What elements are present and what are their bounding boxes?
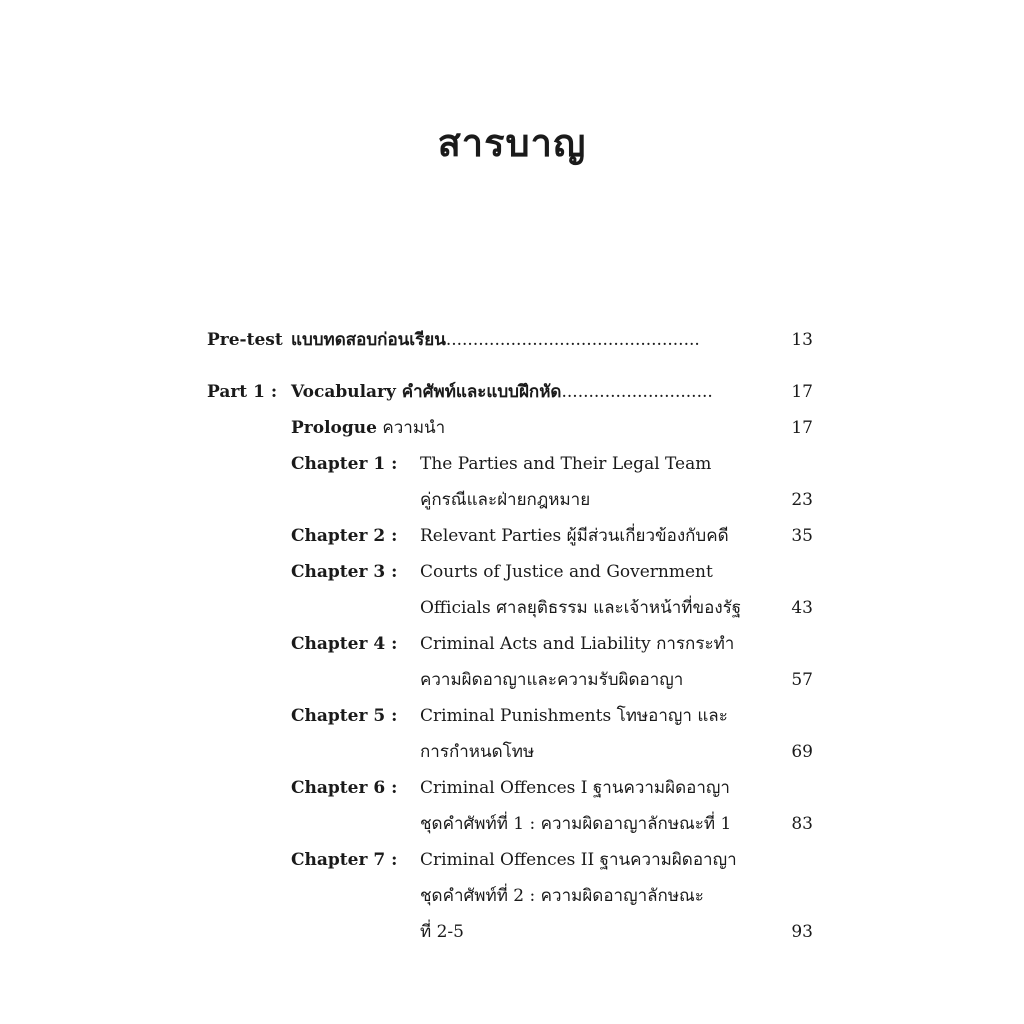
toc-row-prologue xyxy=(207,410,819,446)
chapter-title: Criminal Offences I ฐานความผิดอาญา xyxy=(420,778,730,798)
leader-dots: ............................ xyxy=(561,382,713,402)
chapter-title: Relevant Parties ผู้มีส่วนเกี่ยวข้องกับคดี xyxy=(420,526,729,546)
toc-row-pretest xyxy=(207,322,819,358)
chapter-label: Chapter 4 : xyxy=(291,634,398,654)
toc-row-chapter-5-cont xyxy=(207,734,819,770)
toc-row-chapter-7-cont2 xyxy=(207,914,819,950)
chapter-title-cont: ความผิดอาญาและความรับผิดอาญา xyxy=(420,670,684,690)
toc-row-chapter-3-cont xyxy=(207,590,819,626)
page-number: 83 xyxy=(791,814,813,834)
chapter-title-cont: ที่ 2-5 xyxy=(420,922,464,942)
pretest-label: Pre-test xyxy=(207,330,283,350)
prologue-label: Prologue xyxy=(291,418,377,438)
page-title: สารบาญ xyxy=(437,121,587,165)
prologue-title: ความนำ xyxy=(382,418,446,438)
page-number: 57 xyxy=(791,670,813,690)
chapter-title: Criminal Punishments โทษอาญา และ xyxy=(420,706,728,726)
chapter-label: Chapter 2 : xyxy=(291,526,398,546)
chapter-label: Chapter 3 : xyxy=(291,562,398,582)
toc-row-chapter-2 xyxy=(207,518,819,554)
page-number: 13 xyxy=(791,330,813,350)
toc-row-part1 xyxy=(207,374,819,410)
chapter-label: Chapter 6 : xyxy=(291,778,398,798)
toc-row-chapter-1 xyxy=(207,446,819,482)
toc-row-chapter-4-cont xyxy=(207,662,819,698)
page-number: 69 xyxy=(791,742,813,762)
page-number: 17 xyxy=(791,382,813,402)
toc-row-chapter-4 xyxy=(207,626,819,662)
table-of-contents xyxy=(207,322,819,950)
toc-row-chapter-5 xyxy=(207,698,819,734)
page-number: 93 xyxy=(791,922,813,942)
page-number: 17 xyxy=(791,418,813,438)
part-label: Part 1 : xyxy=(207,382,278,402)
leader-dots: ............................................... xyxy=(445,330,700,350)
page-number: 23 xyxy=(791,490,813,510)
chapter-title-cont: การกำหนดโทษ xyxy=(420,742,535,762)
toc-row-chapter-7-cont xyxy=(207,878,819,914)
chapter-title-cont: ชุดคำศัพท์ที่ 2 : ความผิดอาญาลักษณะ xyxy=(420,886,704,906)
chapter-title-cont: คู่กรณีและฝ่ายกฎหมาย xyxy=(420,490,591,510)
chapter-title: Courts of Justice and Government xyxy=(420,562,713,582)
chapter-title-cont: Officials ศาลยุติธรรม และเจ้าหน้าที่ของรัฐ xyxy=(420,598,742,618)
chapter-label: Chapter 7 : xyxy=(291,850,398,870)
chapter-title: The Parties and Their Legal Team xyxy=(420,454,712,474)
pretest-title: แบบทดสอบก่อนเรียน xyxy=(291,330,446,350)
chapter-label: Chapter 5 : xyxy=(291,706,398,726)
chapter-title: Criminal Offences II ฐานความผิดอาญา xyxy=(420,850,737,870)
chapter-title-cont: ชุดคำศัพท์ที่ 1 : ความผิดอาญาลักษณะที่ 1 xyxy=(420,814,732,834)
toc-row-chapter-6 xyxy=(207,770,819,806)
toc-row-chapter-1-cont xyxy=(207,482,819,518)
toc-row-chapter-3 xyxy=(207,554,819,590)
chapter-title: Criminal Acts and Liability การกระทำ xyxy=(420,634,735,654)
chapter-label: Chapter 1 : xyxy=(291,454,398,474)
page-number: 35 xyxy=(791,526,813,546)
page-number: 43 xyxy=(791,598,813,618)
toc-row-chapter-7 xyxy=(207,842,819,878)
toc-row-chapter-6-cont xyxy=(207,806,819,842)
part-title: Vocabulary คำศัพท์และแบบฝึกหัด xyxy=(291,382,562,402)
